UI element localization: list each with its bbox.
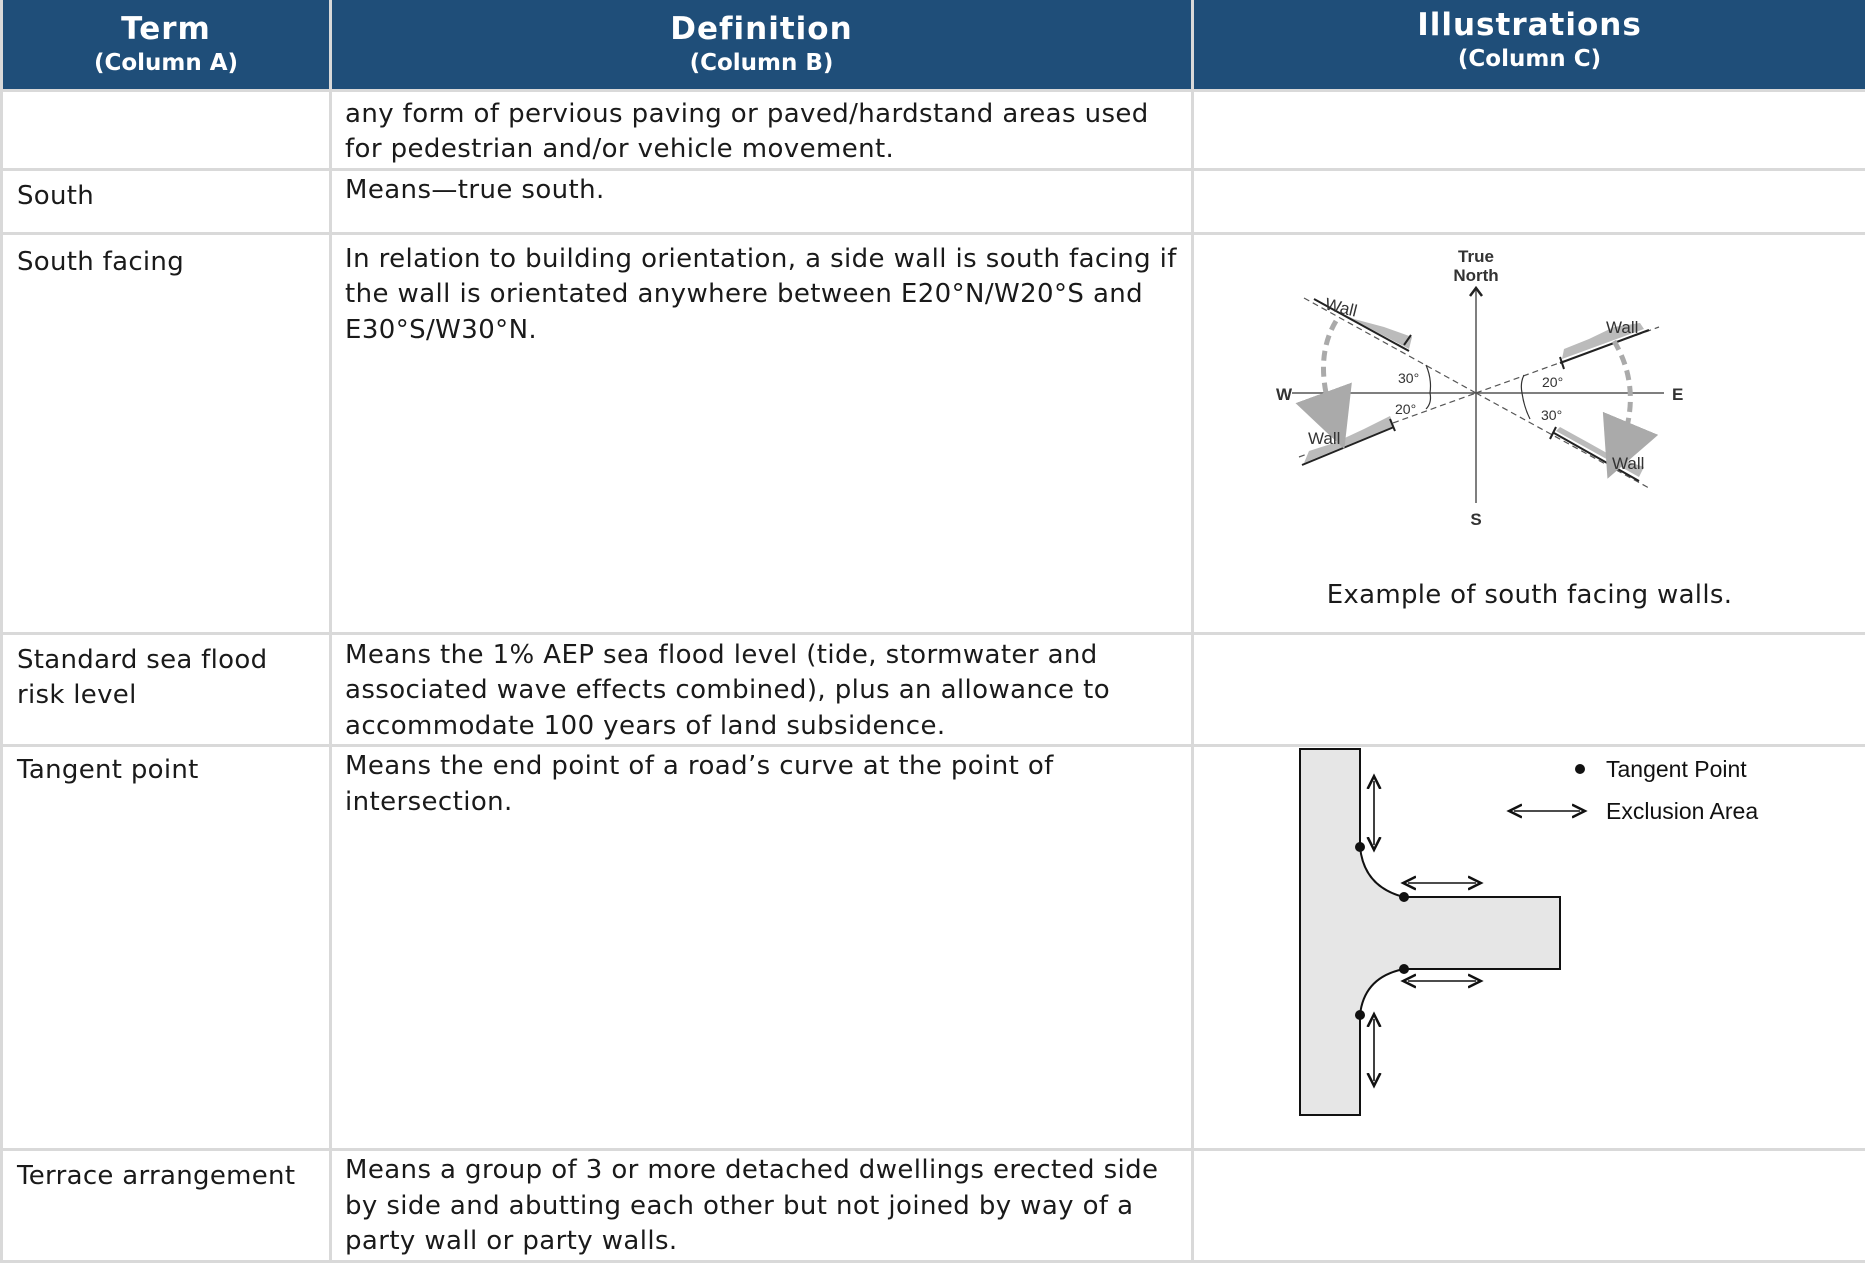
header-term-sub: (Column A) (9, 48, 323, 78)
tangent-point-marker (1355, 1010, 1365, 1020)
legend-point-icon (1575, 764, 1585, 774)
label-east: E (1672, 385, 1683, 404)
table-row (2, 90, 1865, 169)
table-row (2, 233, 1865, 633)
legend-tangent-point: Tangent Point (1606, 756, 1747, 782)
label-west: W (1276, 385, 1293, 404)
illustration-cell (1193, 233, 1865, 633)
south-facing-compass-diagram (1194, 241, 1865, 581)
illustration-cell (1193, 746, 1865, 1150)
term-cell: Terrace arrangement (2, 1150, 331, 1262)
illustration-cell (1193, 633, 1865, 746)
term-cell (2, 90, 331, 169)
tangent-point-diagram (1194, 747, 1865, 1147)
illustration-cell (1193, 90, 1865, 169)
table-row (2, 633, 1865, 746)
header-illustrations (1193, 0, 1865, 90)
illustration-cell (1193, 169, 1865, 233)
definition-cell: Means—true south. (331, 169, 1193, 233)
term-cell: South facing (2, 233, 331, 633)
term-cell: Tangent point (2, 746, 331, 1150)
label-wall-nw: Wall (1323, 294, 1359, 320)
table-row (2, 746, 1865, 1150)
label-angle-20-west: 20° (1395, 401, 1416, 417)
definition-cell: In relation to building orientation, a side wall is south facing if the wall is orientated anywhere between E20°N/W20°S and E30°S/W30°N. (331, 233, 1193, 633)
header-row (2, 0, 1865, 90)
definition-cell: Means the end point of a road’s curve at the point of intersection. (331, 746, 1193, 1150)
term-cell: Standard sea flood risk level (2, 633, 331, 746)
header-term-title: Term (9, 10, 323, 48)
definition-cell: any form of pervious paving or paved/hardstand areas used for pedestrian and/or vehicle movement. (331, 90, 1193, 169)
header-definition-title: Definition (338, 10, 1185, 48)
road-shape (1300, 749, 1560, 1115)
term-cell: South (2, 169, 331, 233)
table-row (2, 169, 1865, 233)
east-rotation-arrow (1614, 341, 1630, 451)
definition-cell: Means the 1% AEP sea flood level (tide, stormwater and associated wave effects combined), plus an allowance to accommodate 100 years of land subsidence. (331, 633, 1193, 746)
illustration-cell (1193, 1150, 1865, 1262)
header-definition (331, 0, 1193, 90)
tangent-point-marker (1355, 842, 1365, 852)
tangent-point-marker (1399, 892, 1409, 902)
label-wall-sw: Wall (1308, 429, 1340, 448)
label-wall-ne: Wall (1606, 318, 1638, 337)
header-term (2, 0, 331, 90)
label-south: S (1470, 510, 1481, 529)
table-row (2, 1150, 1865, 1262)
label-wall-se: Wall (1612, 454, 1644, 473)
definition-cell: Means a group of 3 or more detached dwellings erected side by side and abutting each other but not joined by way of a party wall or party walls. (331, 1150, 1193, 1262)
header-illustrations-sub: (Column C) (1200, 44, 1859, 74)
label-true: True (1458, 247, 1494, 266)
header-definition-sub: (Column B) (338, 48, 1185, 78)
west-rotation-arrow (1323, 321, 1336, 421)
legend-exclusion-area: Exclusion Area (1606, 798, 1758, 824)
label-north: North (1453, 266, 1498, 285)
tangent-point-marker (1399, 964, 1409, 974)
header-illustrations-title: Illustrations (1200, 6, 1859, 44)
label-angle-30-west: 30° (1398, 370, 1419, 386)
south-facing-caption: Example of south facing walls. (1194, 579, 1865, 611)
label-angle-20-east: 20° (1542, 374, 1563, 390)
label-angle-30-east: 30° (1541, 407, 1562, 423)
